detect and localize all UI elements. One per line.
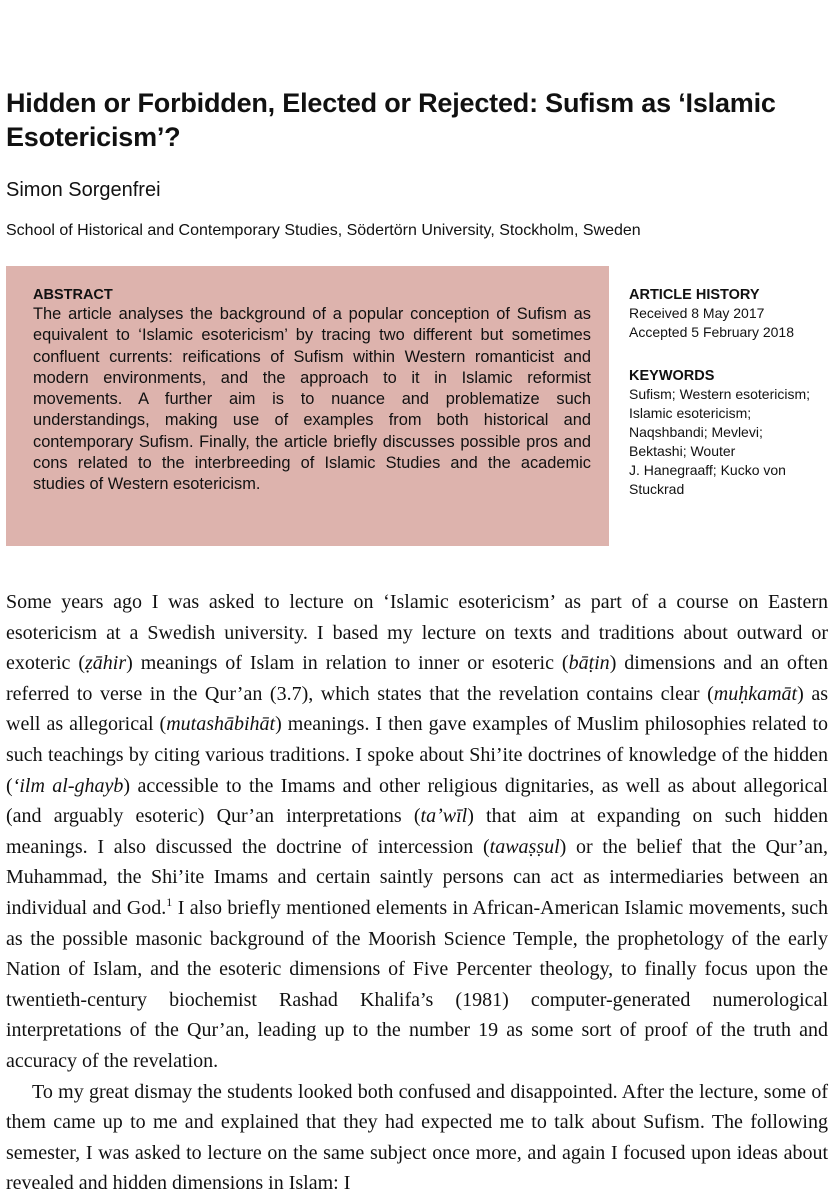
term-tawil: taʼwīl bbox=[420, 805, 468, 828]
term-batin: bāṭin bbox=[568, 652, 610, 675]
article-title: Hidden or Forbidden, Elected or Rejected: Sufism as ‘Islamic Esotericism’? bbox=[6, 88, 776, 152]
article-history-heading: ARTICLE HISTORY bbox=[629, 287, 760, 303]
keyword-line: Sufism; Western esotericism; bbox=[629, 386, 811, 402]
article-sidebar bbox=[629, 286, 829, 499]
author-affiliation: School of Historical and Contemporary Studies, Södertörn University, Stockholm, Sweden bbox=[6, 222, 641, 239]
body-paragraph-1: Some years ago I was asked to lecture on ‘Islamic esotericism’ as part of a course on Eastern esotericism at a Swedish university. I based my lecture on texts and traditions about outward or exoteric (ẓāhir) meanings of Islam in relation to inner or esoteric (bāṭin) dimensions and an often referred to verse in the Qur’an (3.7), which states that the revelation contains clear (muḥkamāt) as well as allegorical (mutashābihāt) meanings. I then gave examples of Muslim philosophies related to such teachings by citing various traditions. I spoke about Shi’ite doctrines of knowledge of the hidden (‘ilm al-ghayb) accessible to the Imams and other religious dignitaries, as well as about allegorical (and arguably esoteric) Qur’an interpretations (taʼwīl) that aim at expanding on such hidden meanings. I also discussed the doctrine of intercession (tawaṣṣul) or the belief that the Qur’an, Muhammad, the Shi’ite Imams and certain saintly persons can act as intermediaries between an individual and God.$^1$ I also briefly mentioned elements in African-American Islamic movements, such as the possible masonic background of the Moorish Science Temple, the prophetology of the early Nation of Islam, and the esoteric dimensions of Five Percenter theology, to finally focus upon the twentieth-century biochemist Rashad Khalifa’s (1981) computer-generated numerological interpretations of the Qur’an, leading up to the number 19 as some sort of proof of the truth and accuracy of the revelation. bbox=[6, 591, 829, 1072]
keyword-line: Stuckrad bbox=[629, 481, 685, 497]
received-date: Received 8 May 2017 bbox=[629, 305, 765, 321]
keyword-line: Bektashi; Wouter bbox=[629, 443, 736, 459]
abstract-heading: ABSTRACT bbox=[33, 287, 113, 303]
abstract-box bbox=[6, 266, 609, 546]
footnote-ref-1[interactable]: 1 bbox=[166, 894, 173, 909]
accepted-date: Accepted 5 February 2018 bbox=[629, 324, 794, 340]
keyword-line: Naqshbandi; Mevlevi; bbox=[629, 424, 763, 440]
term-muhkamat: muḥkamāt bbox=[713, 682, 798, 705]
author-name: Simon Sorgenfrei bbox=[6, 179, 161, 201]
term-ilm-al-ghayb: ‘ilm al-ghayb bbox=[12, 774, 124, 797]
term-mutashabihat: mutashābihāt bbox=[166, 713, 276, 736]
abstract-text: The article analyses the background of a popular conception of Sufism as equivalent to ‘Islamic esotericism’ by tracing two different but sometimes confluent currents: reifications of Sufism within Western romanticist and modern environments, and the approach to it in Islamic reformist movements. A further aim is to nuance and problematize such understandings, making use of examples from both historical and contemporary Sufism. Finally, the article briefly discusses possible pros and cons related to the interbreeding of Islamic Studies and the academic studies of Western esotericism. bbox=[33, 305, 591, 494]
body-paragraph-2: To my great dismay the students looked both confused and disappointed. After the lecture, some of them came up to me and explained that they had expected me to talk about Sufism. The following semester, I was asked to lecture on the same subject once more, and again I focused upon ideas about revealed and hidden dimensions in Islam: I bbox=[6, 1080, 828, 1195]
keywords bbox=[629, 367, 829, 499]
term-tawassul: tawaṣṣul bbox=[489, 835, 560, 858]
article-history bbox=[629, 286, 829, 342]
term-zahir: ẓāhir bbox=[85, 652, 127, 675]
keyword-line: J. Hanegraaff; Kucko von bbox=[629, 462, 786, 478]
keywords-heading: KEYWORDS bbox=[629, 368, 715, 384]
article-body bbox=[6, 587, 828, 1199]
keyword-line: Islamic esotericism; bbox=[629, 405, 752, 421]
